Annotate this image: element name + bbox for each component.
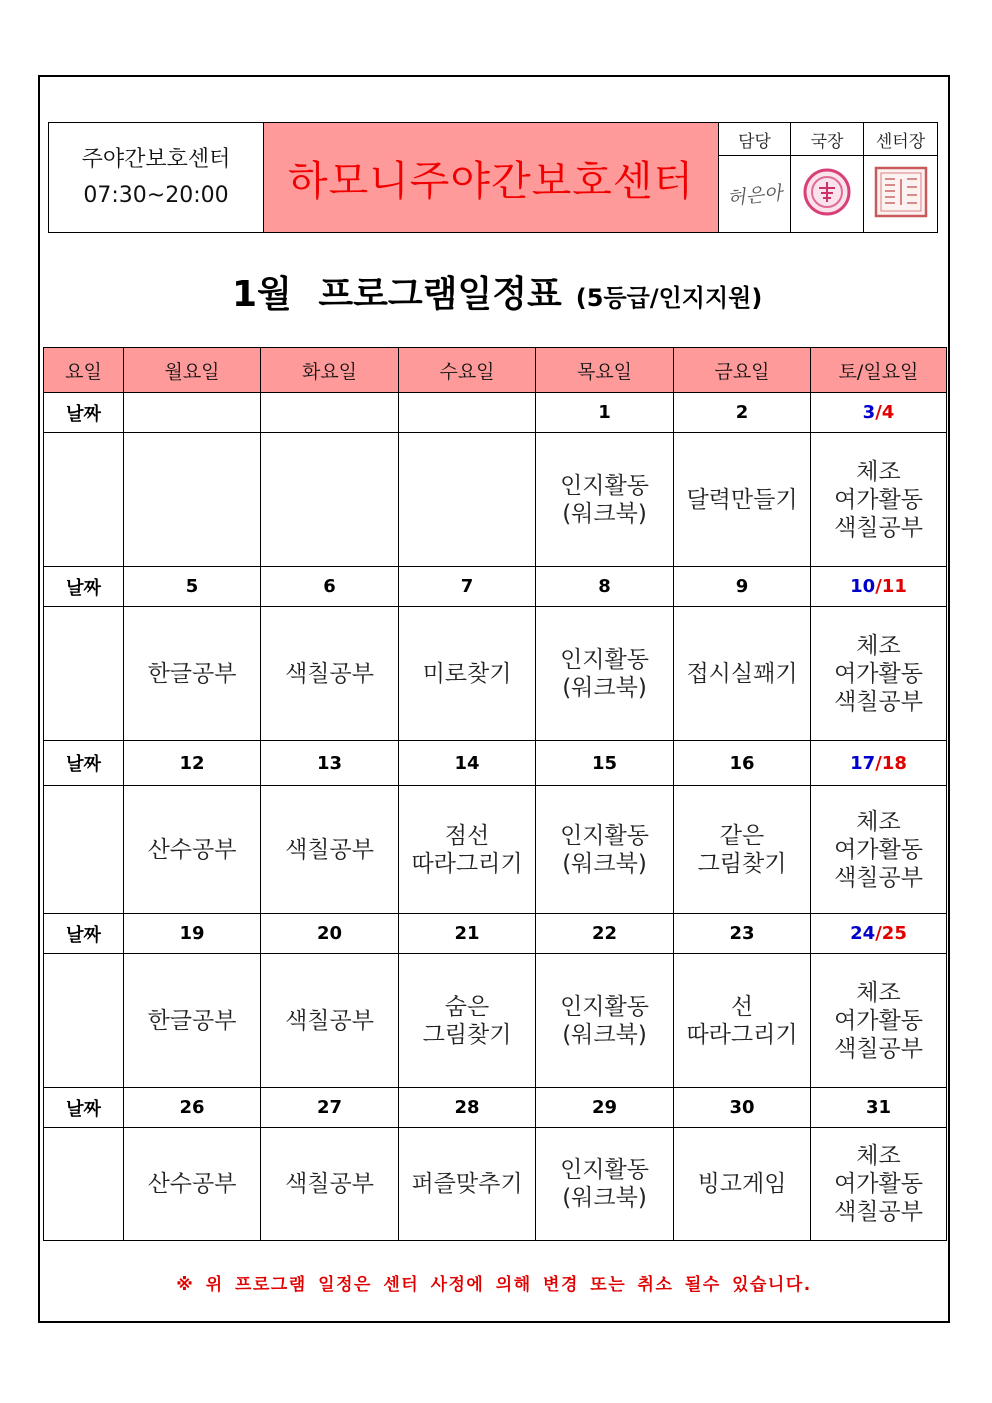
signature-manager-cell — [719, 156, 791, 233]
header-wednesday: 수요일 — [399, 348, 536, 393]
activity-line: 빙고게임 — [697, 1171, 787, 1197]
saturday-date: 24 — [850, 923, 876, 944]
header-monday: 월요일 — [124, 348, 261, 393]
date-thursday: 15 — [536, 741, 674, 786]
activity-line: 색칠공부 — [285, 1007, 374, 1034]
date-tuesday: 27 — [261, 1088, 399, 1128]
date-wednesday: 21 — [399, 914, 536, 954]
activity-line: 같은 — [719, 822, 765, 849]
date-wednesday — [399, 393, 536, 433]
activity-line: 따라그리기 — [411, 850, 523, 877]
sunday-date: /4 — [875, 402, 895, 423]
date-friday: 9 — [674, 567, 811, 607]
date-monday — [124, 393, 261, 433]
activity-friday — [674, 607, 811, 741]
activity-line: 체조 — [856, 632, 901, 659]
activity-label-cell — [44, 1128, 124, 1241]
activity-line: 색칠공부 — [834, 1035, 923, 1062]
date-weekend — [811, 914, 947, 954]
date-monday: 26 — [124, 1088, 261, 1128]
activity-wednesday — [399, 786, 536, 914]
activity-monday — [124, 954, 261, 1088]
activity-line: (워크북) — [562, 674, 647, 701]
activity-line: 여가활동 — [834, 486, 923, 513]
activity-line: 산수공부 — [147, 1171, 237, 1197]
sunday-date: /18 — [875, 752, 907, 774]
date-label: 날짜 — [44, 741, 124, 786]
header-thursday: 목요일 — [536, 348, 674, 393]
activity-thursday — [536, 1128, 674, 1241]
date-label: 날짜 — [44, 567, 124, 607]
date-tuesday: 13 — [261, 741, 399, 786]
sunday-date: /25 — [875, 923, 907, 944]
activity-thursday — [536, 954, 674, 1088]
activity-line: 체조 — [856, 458, 901, 485]
activity-row — [44, 607, 947, 741]
activity-line: (워크북) — [562, 1185, 647, 1211]
activity-row — [44, 1128, 947, 1241]
activity-line: 그림찾기 — [697, 850, 787, 877]
weekday-header-row — [44, 348, 947, 393]
activity-line: 숨은 — [444, 993, 490, 1020]
activity-monday — [124, 786, 261, 914]
activity-tuesday — [261, 786, 399, 914]
activity-wednesday — [399, 607, 536, 741]
date-thursday: 1 — [536, 393, 674, 433]
date-wednesday: 14 — [399, 741, 536, 786]
activity-weekend — [811, 786, 947, 914]
header-weekend: 토/일요일 — [811, 348, 947, 393]
activity-row — [44, 954, 947, 1088]
approval-label-center-head: 센터장 — [864, 123, 938, 156]
activity-line: 퍼즐맞추기 — [411, 1171, 523, 1197]
activity-line: 인지활동 — [560, 993, 649, 1020]
activity-friday — [674, 433, 811, 567]
activity-wednesday — [399, 1128, 536, 1241]
date-tuesday — [261, 393, 399, 433]
activity-line: 한글공부 — [147, 660, 237, 687]
activity-line: (워크북) — [562, 1021, 647, 1048]
date-weekend — [811, 741, 947, 786]
org-info-cell — [49, 123, 264, 233]
date-weekend — [811, 1088, 947, 1128]
activity-line: 체조 — [856, 979, 901, 1006]
date-tuesday: 6 — [261, 567, 399, 607]
activity-line: 따라그리기 — [686, 1021, 798, 1048]
activity-friday — [674, 786, 811, 914]
center-title: 하모니주야간보호센터 — [264, 123, 719, 233]
date-row — [44, 914, 947, 954]
date-label: 날짜 — [44, 914, 124, 954]
saturday-date: 3 — [862, 402, 876, 423]
activity-line: 체조 — [856, 1143, 901, 1169]
activity-line: 색칠공부 — [834, 688, 923, 715]
date-thursday: 8 — [536, 567, 674, 607]
activity-friday — [674, 1128, 811, 1241]
date-monday: 12 — [124, 741, 261, 786]
date-wednesday: 28 — [399, 1088, 536, 1128]
activity-row — [44, 786, 947, 914]
activity-label-cell — [44, 607, 124, 741]
activity-line: 체조 — [856, 808, 901, 835]
activity-tuesday — [261, 433, 399, 567]
date-friday: 2 — [674, 393, 811, 433]
activity-thursday — [536, 607, 674, 741]
activity-line: 인지활동 — [560, 822, 649, 849]
activity-tuesday — [261, 1128, 399, 1241]
activity-label-cell — [44, 954, 124, 1088]
activity-tuesday — [261, 954, 399, 1088]
activity-weekend — [811, 607, 947, 741]
date-monday: 19 — [124, 914, 261, 954]
date-label: 날짜 — [44, 393, 124, 433]
approval-label-director: 국장 — [791, 123, 864, 156]
activity-row — [44, 433, 947, 567]
activity-weekend — [811, 433, 947, 567]
activity-thursday — [536, 433, 674, 567]
activity-monday — [124, 1128, 261, 1241]
date-thursday: 22 — [536, 914, 674, 954]
center-head-seal-stamp — [869, 162, 933, 222]
activity-monday — [124, 433, 261, 567]
date-thursday: 29 — [536, 1088, 674, 1128]
signature-center-head-cell — [864, 156, 938, 233]
date-weekend — [811, 393, 947, 433]
schedule-title — [232, 266, 762, 317]
activity-line: 선 — [730, 993, 754, 1020]
approval-label-manager: 담당 — [719, 123, 791, 156]
activity-weekend — [811, 954, 947, 1088]
activity-line: 인지활동 — [560, 472, 649, 499]
activity-line: 산수공부 — [147, 836, 237, 863]
activity-line: (워크북) — [562, 500, 647, 527]
date-friday: 30 — [674, 1088, 811, 1128]
date-monday: 5 — [124, 567, 261, 607]
date-row — [44, 393, 947, 433]
date-row — [44, 741, 947, 786]
activity-friday — [674, 954, 811, 1088]
signature-director-cell — [791, 156, 864, 233]
activity-line: 한글공부 — [147, 1007, 237, 1034]
date-friday: 16 — [674, 741, 811, 786]
activity-monday — [124, 607, 261, 741]
activity-wednesday — [399, 954, 536, 1088]
operating-hours: 07:30~20:00 — [83, 182, 229, 208]
program-schedule-table — [43, 347, 947, 1241]
activity-line: 달력만들기 — [686, 486, 798, 513]
date-row — [44, 567, 947, 607]
activity-line: 인지활동 — [560, 1157, 649, 1183]
schedule-title-sub: (5등급/인지지원) — [575, 284, 763, 312]
activity-wednesday — [399, 433, 536, 567]
activity-weekend — [811, 1128, 947, 1241]
schedule-change-notice: ※ 위 프로그램 일정은 센터 사정에 의해 변경 또는 취소 될수 있습니다. — [176, 1274, 812, 1295]
date-weekend — [811, 567, 947, 607]
header-table — [48, 122, 938, 233]
activity-line: 여가활동 — [834, 836, 923, 863]
activity-line: 색칠공부 — [834, 864, 923, 891]
activity-tuesday — [261, 607, 399, 741]
activity-line: 인지활동 — [560, 646, 649, 673]
director-seal-stamp — [797, 162, 857, 222]
activity-line: 색칠공부 — [834, 1199, 923, 1225]
activity-thursday — [536, 786, 674, 914]
date-tuesday: 20 — [261, 914, 399, 954]
saturday-date: 31 — [865, 1097, 892, 1118]
saturday-date: 10 — [850, 576, 876, 597]
activity-line: 색칠공부 — [285, 1171, 374, 1197]
activity-line: 색칠공부 — [285, 836, 374, 863]
date-row — [44, 1088, 947, 1128]
activity-line: 여가활동 — [834, 1007, 923, 1034]
activity-line: 접시실꽤기 — [686, 660, 798, 687]
activity-line: 여가활동 — [834, 1171, 923, 1197]
activity-label-cell — [44, 433, 124, 567]
activity-line: 미로찾기 — [422, 660, 512, 687]
activity-label-cell — [44, 786, 124, 914]
date-label: 날짜 — [44, 1088, 124, 1128]
date-friday: 23 — [674, 914, 811, 954]
sunday-date: /11 — [875, 576, 907, 597]
schedule-title-main: 1월 프로그램일정표 — [232, 274, 562, 315]
org-label: 주야간보호센터 — [81, 146, 231, 172]
activity-line: 색칠공부 — [285, 660, 374, 687]
header-tuesday: 화요일 — [261, 348, 399, 393]
activity-line: 그림찾기 — [422, 1021, 512, 1048]
header-friday: 금요일 — [674, 348, 811, 393]
activity-line: 점선 — [444, 822, 490, 849]
saturday-date: 17 — [850, 752, 876, 774]
header-weekday: 요일 — [44, 348, 124, 393]
activity-line: 여가활동 — [834, 660, 923, 687]
manager-signature: 허은아 — [726, 181, 784, 210]
activity-line: (워크북) — [562, 850, 647, 877]
date-wednesday: 7 — [399, 567, 536, 607]
activity-line: 색칠공부 — [834, 514, 923, 541]
